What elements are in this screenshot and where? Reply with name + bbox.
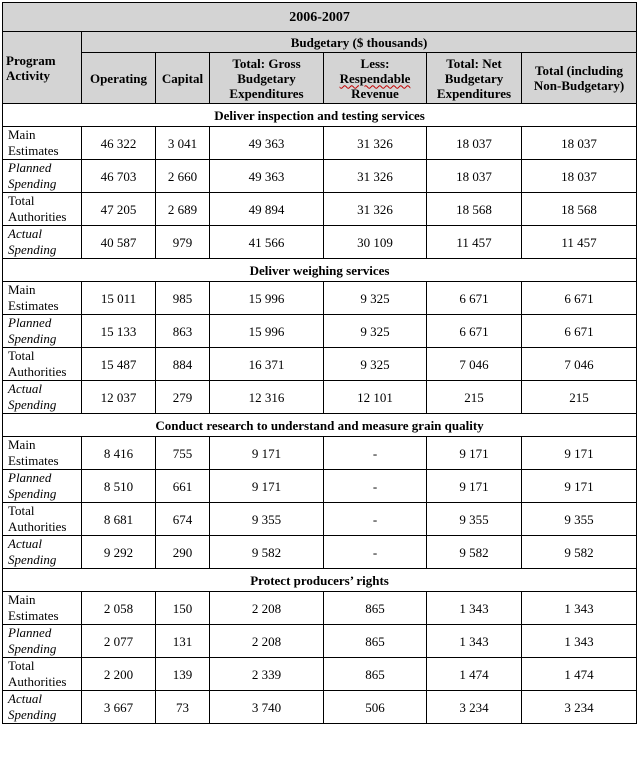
table-cell: 18 037 bbox=[522, 127, 637, 160]
table-cell: 215 bbox=[427, 381, 522, 414]
less-label: Less: bbox=[360, 55, 390, 71]
table-cell: 15 011 bbox=[82, 282, 156, 315]
table-cell: - bbox=[324, 503, 427, 536]
row-label: Actual Spending bbox=[3, 226, 82, 259]
table-cell: 2 077 bbox=[82, 625, 156, 658]
table-row bbox=[3, 658, 637, 691]
table-cell: 865 bbox=[324, 658, 427, 691]
table-cell: 506 bbox=[324, 691, 427, 724]
table-cell: 49 363 bbox=[210, 127, 324, 160]
table-row bbox=[3, 536, 637, 569]
table-cell: 18 568 bbox=[427, 193, 522, 226]
table-cell: 2 058 bbox=[82, 592, 156, 625]
table-cell: 12 037 bbox=[82, 381, 156, 414]
table-cell: 9 171 bbox=[522, 470, 637, 503]
table-cell: 11 457 bbox=[522, 226, 637, 259]
table-cell: 279 bbox=[156, 381, 210, 414]
row-label: Actual Spending bbox=[3, 691, 82, 724]
table-cell: 49 894 bbox=[210, 193, 324, 226]
table-cell: 6 671 bbox=[522, 315, 637, 348]
table-row bbox=[3, 503, 637, 536]
table-cell: 9 355 bbox=[427, 503, 522, 536]
table-cell: 9 325 bbox=[324, 282, 427, 315]
table-row bbox=[3, 592, 637, 625]
table-row bbox=[3, 437, 637, 470]
program-activity-header: Program Activity bbox=[3, 32, 82, 104]
table-cell: 9 582 bbox=[210, 536, 324, 569]
row-label: Total Authorities bbox=[3, 348, 82, 381]
table-title: 2006-2007 bbox=[3, 3, 637, 32]
table-cell: 40 587 bbox=[82, 226, 156, 259]
table-cell: 8 510 bbox=[82, 470, 156, 503]
table-cell: 290 bbox=[156, 536, 210, 569]
section-row bbox=[3, 569, 637, 592]
respendable-revenue-header bbox=[324, 53, 427, 104]
table-cell: 150 bbox=[156, 592, 210, 625]
table-cell: 1 343 bbox=[522, 625, 637, 658]
section-title: Conduct research to understand and measure grain quality bbox=[3, 414, 637, 437]
table-body bbox=[3, 104, 637, 724]
section-title: Deliver inspection and testing services bbox=[3, 104, 637, 127]
table-cell: 3 234 bbox=[522, 691, 637, 724]
section-title: Protect producers’ rights bbox=[3, 569, 637, 592]
table-cell: 9 171 bbox=[522, 437, 637, 470]
gross-rest: Budgetary Expenditures bbox=[229, 70, 304, 101]
table-cell: 31 326 bbox=[324, 127, 427, 160]
table-cell: 3 740 bbox=[210, 691, 324, 724]
table-cell: 8 416 bbox=[82, 437, 156, 470]
table-cell: 1 343 bbox=[522, 592, 637, 625]
table-cell: 6 671 bbox=[522, 282, 637, 315]
table-cell: 9 171 bbox=[427, 470, 522, 503]
table-cell: 15 487 bbox=[82, 348, 156, 381]
table-cell: 6 671 bbox=[427, 315, 522, 348]
table-cell: 16 371 bbox=[210, 348, 324, 381]
row-label: Total Authorities bbox=[3, 503, 82, 536]
table-cell: 7 046 bbox=[427, 348, 522, 381]
table-cell: 3 234 bbox=[427, 691, 522, 724]
table-cell: 11 457 bbox=[427, 226, 522, 259]
table-cell: 863 bbox=[156, 315, 210, 348]
table-cell: - bbox=[324, 536, 427, 569]
section-row bbox=[3, 259, 637, 282]
table-cell: 9 292 bbox=[82, 536, 156, 569]
table-row bbox=[3, 691, 637, 724]
table-row bbox=[3, 226, 637, 259]
table-cell: 2 339 bbox=[210, 658, 324, 691]
row-label: Actual Spending bbox=[3, 381, 82, 414]
table-cell: 9 171 bbox=[210, 470, 324, 503]
table-cell: 9 355 bbox=[522, 503, 637, 536]
table-cell: 1 343 bbox=[427, 592, 522, 625]
table-cell: 12 316 bbox=[210, 381, 324, 414]
table-cell: 139 bbox=[156, 658, 210, 691]
section-row bbox=[3, 104, 637, 127]
table-cell: 674 bbox=[156, 503, 210, 536]
table-cell: 12 101 bbox=[324, 381, 427, 414]
table-cell: 18 037 bbox=[427, 127, 522, 160]
row-label: Main Estimates bbox=[3, 127, 82, 160]
row-label: Main Estimates bbox=[3, 592, 82, 625]
table-cell: 985 bbox=[156, 282, 210, 315]
table-cell: 7 046 bbox=[522, 348, 637, 381]
table-cell: 73 bbox=[156, 691, 210, 724]
table-cell: 41 566 bbox=[210, 226, 324, 259]
table-cell: 15 996 bbox=[210, 315, 324, 348]
net-expenditures-header: Total: Net Budgetary Expenditures bbox=[427, 53, 522, 104]
table-cell: 2 200 bbox=[82, 658, 156, 691]
row-label: Planned Spending bbox=[3, 625, 82, 658]
table-row bbox=[3, 625, 637, 658]
table-cell: 9 582 bbox=[427, 536, 522, 569]
table-cell: 2 689 bbox=[156, 193, 210, 226]
gross-expenditures-header bbox=[210, 53, 324, 104]
table-cell: 131 bbox=[156, 625, 210, 658]
table-cell: 1 343 bbox=[427, 625, 522, 658]
revenue-label: Revenue bbox=[351, 85, 399, 101]
table-cell: 215 bbox=[522, 381, 637, 414]
table-row bbox=[3, 348, 637, 381]
budgetary-header: Budgetary ($ thousands) bbox=[82, 32, 637, 53]
row-label: Main Estimates bbox=[3, 282, 82, 315]
table-cell: 9 171 bbox=[210, 437, 324, 470]
table-cell: 15 996 bbox=[210, 282, 324, 315]
table-row bbox=[3, 381, 637, 414]
table-row bbox=[3, 160, 637, 193]
row-label: Actual Spending bbox=[3, 536, 82, 569]
table-cell: 18 037 bbox=[522, 160, 637, 193]
table-cell: 31 326 bbox=[324, 193, 427, 226]
table-cell: 9 171 bbox=[427, 437, 522, 470]
row-label: Planned Spending bbox=[3, 160, 82, 193]
table-cell: 755 bbox=[156, 437, 210, 470]
table-cell: 9 325 bbox=[324, 348, 427, 381]
table-cell: 979 bbox=[156, 226, 210, 259]
table-cell: 49 363 bbox=[210, 160, 324, 193]
table-cell: 2 208 bbox=[210, 592, 324, 625]
table-cell: 18 037 bbox=[427, 160, 522, 193]
operating-header: Operating bbox=[82, 53, 156, 104]
row-label: Planned Spending bbox=[3, 315, 82, 348]
table-cell: 884 bbox=[156, 348, 210, 381]
table-cell: 865 bbox=[324, 592, 427, 625]
capital-header: Capital bbox=[156, 53, 210, 104]
table-cell: 9 582 bbox=[522, 536, 637, 569]
table-cell: 2 660 bbox=[156, 160, 210, 193]
table-cell: 46 703 bbox=[82, 160, 156, 193]
table-cell: 6 671 bbox=[427, 282, 522, 315]
table-cell: 9 355 bbox=[210, 503, 324, 536]
table-cell: 661 bbox=[156, 470, 210, 503]
table-cell: 30 109 bbox=[324, 226, 427, 259]
table-cell: 9 325 bbox=[324, 315, 427, 348]
section-row bbox=[3, 414, 637, 437]
table-cell: 8 681 bbox=[82, 503, 156, 536]
table-cell: 1 474 bbox=[522, 658, 637, 691]
table-cell: 47 205 bbox=[82, 193, 156, 226]
table-cell: 865 bbox=[324, 625, 427, 658]
table-cell: 15 133 bbox=[82, 315, 156, 348]
table-cell: - bbox=[324, 437, 427, 470]
row-label: Main Estimates bbox=[3, 437, 82, 470]
table-row bbox=[3, 315, 637, 348]
row-label: Total Authorities bbox=[3, 193, 82, 226]
total-including-header: Total (including Non-Budgetary) bbox=[522, 53, 637, 104]
table-cell: 1 474 bbox=[427, 658, 522, 691]
table-cell: 3 041 bbox=[156, 127, 210, 160]
table-row bbox=[3, 470, 637, 503]
table-cell: 46 322 bbox=[82, 127, 156, 160]
financial-table bbox=[2, 2, 637, 724]
respendable-label: Respendable bbox=[339, 70, 411, 86]
section-title: Deliver weighing services bbox=[3, 259, 637, 282]
table-cell: 3 667 bbox=[82, 691, 156, 724]
table-cell: - bbox=[324, 470, 427, 503]
table-cell: 18 568 bbox=[522, 193, 637, 226]
row-label: Planned Spending bbox=[3, 470, 82, 503]
table-cell: 2 208 bbox=[210, 625, 324, 658]
table-row bbox=[3, 282, 637, 315]
row-label: Total Authorities bbox=[3, 658, 82, 691]
table-row bbox=[3, 193, 637, 226]
gross-prefix: Total: Gross bbox=[232, 55, 301, 71]
table-cell: 31 326 bbox=[324, 160, 427, 193]
table-row bbox=[3, 127, 637, 160]
